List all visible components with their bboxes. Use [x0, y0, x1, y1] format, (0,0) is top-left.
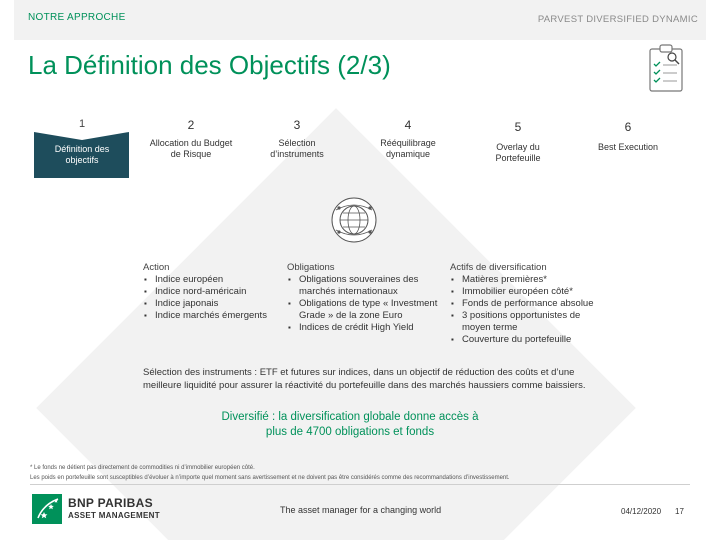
- fund-name: PARVEST DIVERSIFIED DYNAMIC: [537, 14, 698, 25]
- list-item: ▪ Immobilier européen côté*: [450, 286, 610, 298]
- list-item: ▪ Fonds de performance absolue: [450, 298, 610, 310]
- actifs-column: [450, 262, 610, 346]
- section-label: NOTRE APPROCHE: [28, 12, 126, 23]
- column-title: Action: [143, 262, 170, 273]
- step-label: Allocation du Budget de Risque: [149, 138, 233, 160]
- obligations-column: [287, 262, 447, 334]
- step-number: 4: [404, 118, 412, 132]
- date: 04/12/2020: [621, 507, 662, 516]
- company-logo: [32, 494, 182, 524]
- highlight-line: plus de 4700 obligations et fonds: [265, 426, 435, 438]
- action-column: [143, 262, 283, 322]
- list-item: ▪ Indice nord-américain: [143, 286, 283, 298]
- step-label: Rééquilibrage dynamique: [380, 138, 436, 160]
- step-label: Définition des objectifs: [54, 144, 110, 166]
- list-item: ▪ Couverture du portefeuille: [450, 334, 610, 346]
- list-item: ▪ Indices de crédit High Yield: [287, 322, 447, 334]
- page-title: La Définition des Objectifs (2/3): [28, 50, 391, 80]
- footer-divider: [30, 484, 690, 485]
- step-label: Best Execution: [597, 142, 659, 152]
- tagline: The asset manager for a changing world: [280, 505, 442, 515]
- step-2: [148, 118, 234, 161]
- footnote-line: Les poids en portefeuille sont susceptibles d’évoluer à n’importe quel moment sans avertissement et ne doivent pas être considérés comme des recommandations d’investissement.: [30, 475, 510, 481]
- step-5: [474, 120, 562, 165]
- selection-description: Sélection des instruments : ETF et futures sur indices, dans un objectif de réduction des coûts et d’une meilleure liquidité pour assurer la réactivité du portefeuille dans des marchés haussiers comme baissiers.: [143, 367, 586, 391]
- step-label: Overlay du Portefeuille: [495, 142, 541, 164]
- footnote: [30, 463, 680, 483]
- page-number: 17: [675, 507, 684, 516]
- step-6: [586, 120, 670, 153]
- list-item: ▪ Indice européen: [143, 274, 283, 286]
- step-number: 5: [514, 120, 522, 134]
- list-item: ▪ Obligations de type « Investment Grade » de la zone Euro: [287, 298, 447, 322]
- brand-subtitle: ASSET MANAGEMENT: [68, 511, 160, 520]
- column-title: Actifs de diversification: [450, 262, 547, 273]
- list-item: ▪ Indice marchés émergents: [143, 310, 283, 322]
- step-number: 2: [187, 118, 195, 132]
- highlight-statement: [190, 410, 510, 440]
- column-title: Obligations: [287, 262, 335, 273]
- list-item: ▪ Matières premières*: [450, 274, 610, 286]
- step-label: Sélection d’instruments: [270, 138, 324, 160]
- brand-name: BNP PARIBAS: [68, 496, 153, 510]
- list-item: ▪ Obligations souveraines des marchés internationaux: [287, 274, 447, 298]
- list-item: ▪ Indice japonais: [143, 298, 283, 310]
- step-1-active: [34, 106, 129, 178]
- globe-network-icon: [330, 196, 378, 244]
- step-4: [362, 118, 454, 161]
- list-item: ▪ 3 positions opportunistes de moyen terme: [450, 310, 610, 334]
- step-number: 3: [293, 118, 301, 132]
- step-number: 6: [624, 120, 632, 134]
- bnp-stars-logo-icon: [32, 494, 62, 524]
- footnote-line: * Le fonds ne détient pas directement de commodities ni d’immobilier européen côté.: [30, 465, 255, 471]
- step-number: 1: [78, 118, 86, 130]
- highlight-line: Diversifié : la diversification globale donne accès à: [221, 411, 479, 423]
- clipboard-checklist-icon: [646, 42, 686, 94]
- step-3: [254, 118, 340, 161]
